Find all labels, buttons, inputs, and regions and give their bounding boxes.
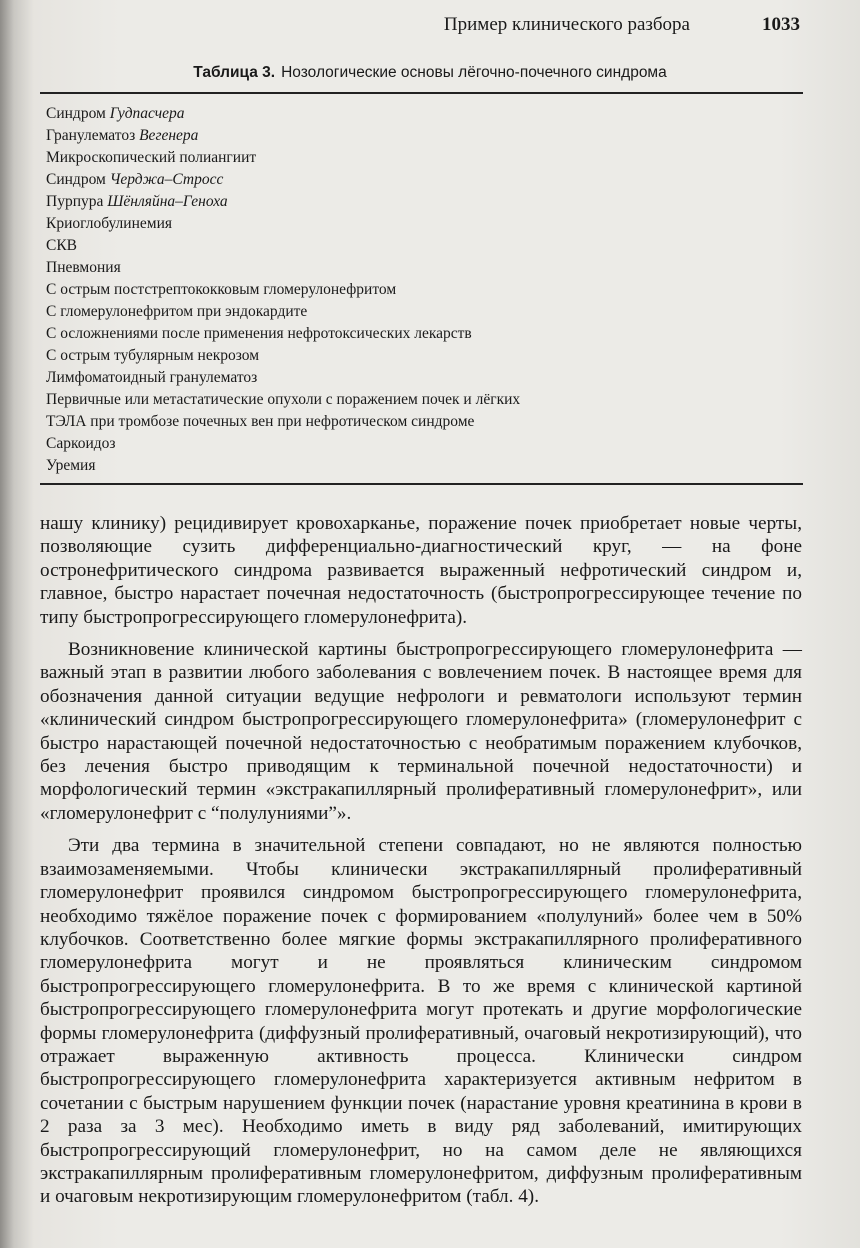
- table-row: Уремия: [46, 457, 96, 474]
- paragraph: Возникновение клинической картины быстропрогрессирующего гломерулонефрита — важный этап в развитии любого заболевания с вовлечением почек. В настоящее время для обозначения данной ситуации ведущие нефрологи и ревматологи используют термин «клинический синдром быстропрогрессирующего гломерулонефрита» (гломерулонефрит с быстро нарастающей почечной недостаточностью с необратимым поражением клубочков, без лечения быстро приводящим к терминальной почечной недостаточности) и морфологический термин «экстракапиллярный пролиферативный гломерулонефрит», или «гломерулонефрит с “полулуниями”».: [40, 639, 802, 824]
- table-row: Гранулематоз Вегенера: [46, 127, 199, 144]
- page-number: 1033: [762, 14, 800, 35]
- table-row: С осложнениями после применения нефротоксических лекарств: [46, 325, 472, 342]
- table-label: Таблица 3.: [193, 64, 276, 81]
- table-row: Пурпура Шёнляйна–Геноха: [46, 193, 228, 210]
- running-title: Пример клинического разбора: [443, 14, 690, 35]
- table-caption: [0, 64, 860, 82]
- table-row: СКВ: [46, 237, 78, 254]
- table-row: Саркоидоз: [46, 435, 116, 452]
- table-row: С острым тубулярным некрозом: [46, 347, 260, 364]
- running-header: [40, 14, 800, 44]
- table-row: Лимфоматоидный гранулематоз: [46, 369, 258, 386]
- body-text: [40, 512, 802, 1209]
- nosology-table: [40, 92, 803, 485]
- table-row: Синдром Черджа–Стросс: [46, 171, 224, 188]
- table-title: Нозологические основы лёгочно-почечного синдрома: [281, 64, 667, 81]
- table-row: Синдром Гудпасчера: [46, 105, 185, 122]
- table-row: Микроскопический полиангиит: [46, 149, 257, 166]
- table-row: ТЭЛА при тромбозе почечных вен при нефротическом синдроме: [46, 413, 475, 430]
- table-row: Первичные или метастатические опухоли с поражением почек и лёгких: [46, 391, 521, 408]
- table-row: С гломерулонефритом при эндокардите: [46, 303, 308, 320]
- paragraph-continuation: нашу клинику) рецидивирует кровохарканье, поражение почек приобретает новые черты, позволяющие сузить дифференциально-диагностический круг, — на фоне остронефритического синдрома развивается выраженный нефротический синдром и, главное, быстро нарастает почечная недостаточность (быстропрогрессирующее течение по типу быстропрогрессирующего гломерулонефрита).: [40, 513, 802, 628]
- table-row: Пневмония: [46, 259, 121, 276]
- table-row: Криоглобулинемия: [46, 215, 172, 232]
- table-row: С острым постстрептококковым гломерулонефритом: [46, 281, 397, 298]
- paragraph: Эти два термина в значительной степени совпадают, но не являются полностью взаимозаменяемыми. Чтобы клинически экстракапиллярный пролиферативный гломерулонефрит проявился синдромом быстропрогрессирующего гломерулонефрита, необходимо тяжёлое поражение почек с формированием «полулуний» более чем в 50% клубочков. Соответственно более мягкие формы экстракапиллярного пролиферативного гломерулонефрита могут и не проявляться клиническим синдромом быстропрогрессирующего гломерулонефрита. В то же время с клинической картиной быстропрогрессирующего гломерулонефрита могут протекать и другие морфологические формы гломерулонефрита (диффузный пролиферативный, очаговый некротизирующий), что отражает выраженную активность процесса. Клинически синдром быстропрогрессирующего гломерулонефрита характеризуется активным нефритом в сочетании с быстрым нарушением функции почек (нарастание уровня креатинина в крови в 2 раза за 3 мес). Необходимо иметь в виду ряд заболеваний, имитирующих быстропрогрессирующий гломерулонефрит, но на самом деле не являющихся экстракапиллярным пролиферативным гломерулонефритом, диффузным пролиферативным и очаговым некротизирующим гломерулонефритом (табл. 4).: [40, 835, 802, 1208]
